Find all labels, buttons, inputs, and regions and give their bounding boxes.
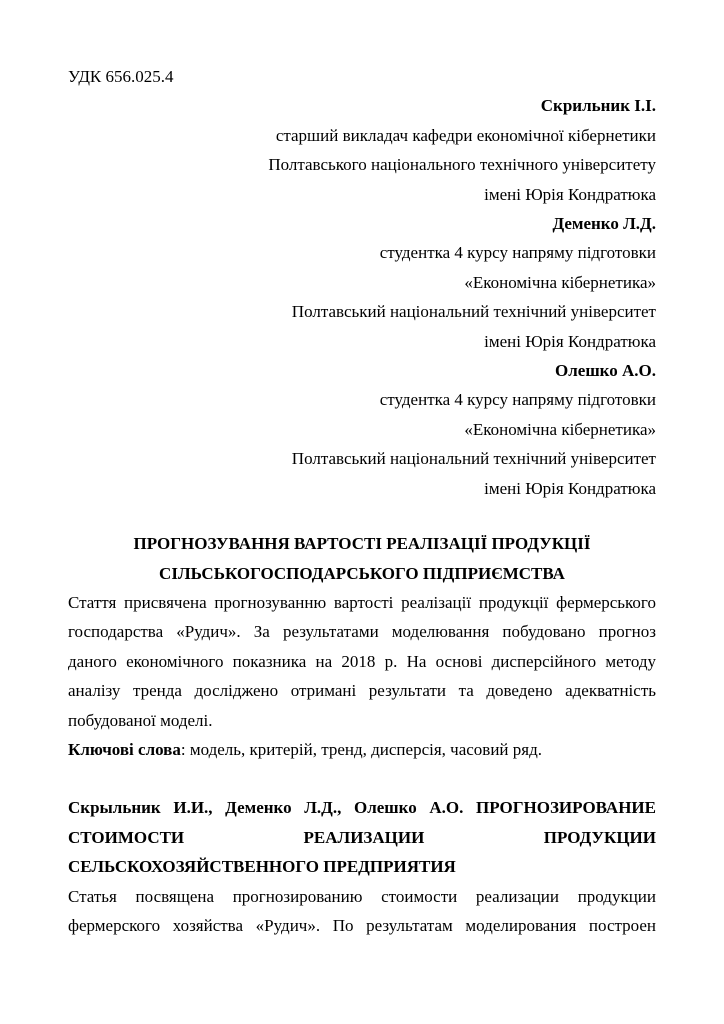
author-block bbox=[68, 91, 656, 209]
abstract-ru bbox=[68, 882, 656, 941]
title-line: СІЛЬСЬКОГОСПОДАРСЬКОГО ПІДПРИЄМСТВА bbox=[159, 563, 565, 583]
author-block bbox=[68, 209, 656, 356]
author-name: Деменко Л.Д. bbox=[552, 214, 656, 234]
author-affiliation: Полтавський національний технічний університет bbox=[291, 302, 656, 322]
udc-code: УДК 656.025.4 bbox=[68, 67, 174, 86]
abstract-line: фермерского хозяйства «Рудич». По результатам моделирования построен bbox=[68, 915, 656, 935]
author-affiliation: студентка 4 курсу напряму підготовки bbox=[379, 243, 656, 263]
abstract-line: даного економічного показника на 2018 р. На основі дисперсійного методу bbox=[68, 651, 656, 671]
author-affiliation: «Економічна кібернетика» bbox=[464, 272, 656, 292]
author-affiliation: «Економічна кібернетика» bbox=[464, 419, 656, 439]
keywords-uk bbox=[68, 735, 656, 764]
author-affiliation: старший викладач кафедри економічної кібернетики bbox=[275, 125, 656, 145]
author-name: Олешко А.О. bbox=[555, 361, 656, 381]
author-affiliation: імені Юрія Кондратюка bbox=[484, 331, 656, 351]
article-title-uk bbox=[68, 529, 656, 588]
author-affiliation: Полтавського національного технічного університету bbox=[268, 155, 656, 175]
author-affiliation: Полтавський національний технічний університет bbox=[291, 449, 656, 469]
author-affiliation: студентка 4 курсу напряму підготовки bbox=[379, 390, 656, 410]
author-affiliation: імені Юрія Кондратюка bbox=[484, 478, 656, 498]
abstract-line: аналізу тренда досліджено отримані результати та доведено адекватність bbox=[68, 681, 656, 701]
abstract-line: побудованої моделі. bbox=[68, 710, 213, 730]
article-title-ru bbox=[68, 793, 656, 881]
document-page bbox=[68, 62, 656, 940]
title-line: СЕЛЬСКОХОЗЯЙСТВЕННОГО ПРЕДПРИЯТИЯ bbox=[68, 857, 456, 877]
title-line: ПРОГНОЗУВАННЯ ВАРТОСТІ РЕАЛІЗАЦІЇ ПРОДУКЦІЇ bbox=[133, 534, 591, 554]
keywords-label: Ключові слова bbox=[68, 739, 181, 759]
title-line: Скрыльник И.И., Деменко Л.Д., Олешко А.О. ПРОГНОЗИРОВАНИЕ bbox=[68, 798, 656, 818]
author-affiliation: імені Юрія Кондратюка bbox=[484, 184, 656, 204]
abstract-uk bbox=[68, 588, 656, 735]
abstract-line: господарства «Рудич». За результатами моделювання побудовано прогноз bbox=[68, 622, 656, 642]
author-block bbox=[68, 356, 656, 503]
abstract-line: Статья посвящена прогнозированию стоимости реализации продукции bbox=[68, 886, 656, 906]
abstract-line: Стаття присвячена прогнозуванню вартості реалізації продукції фермерського bbox=[68, 592, 656, 612]
author-name: Скрильник І.І. bbox=[540, 96, 656, 116]
keywords-text: : модель, критерій, тренд, дисперсія, часовий ряд. bbox=[180, 739, 542, 759]
title-line: СТОИМОСТИ РЕАЛИЗАЦИИ ПРОДУКЦИИ bbox=[68, 827, 656, 847]
